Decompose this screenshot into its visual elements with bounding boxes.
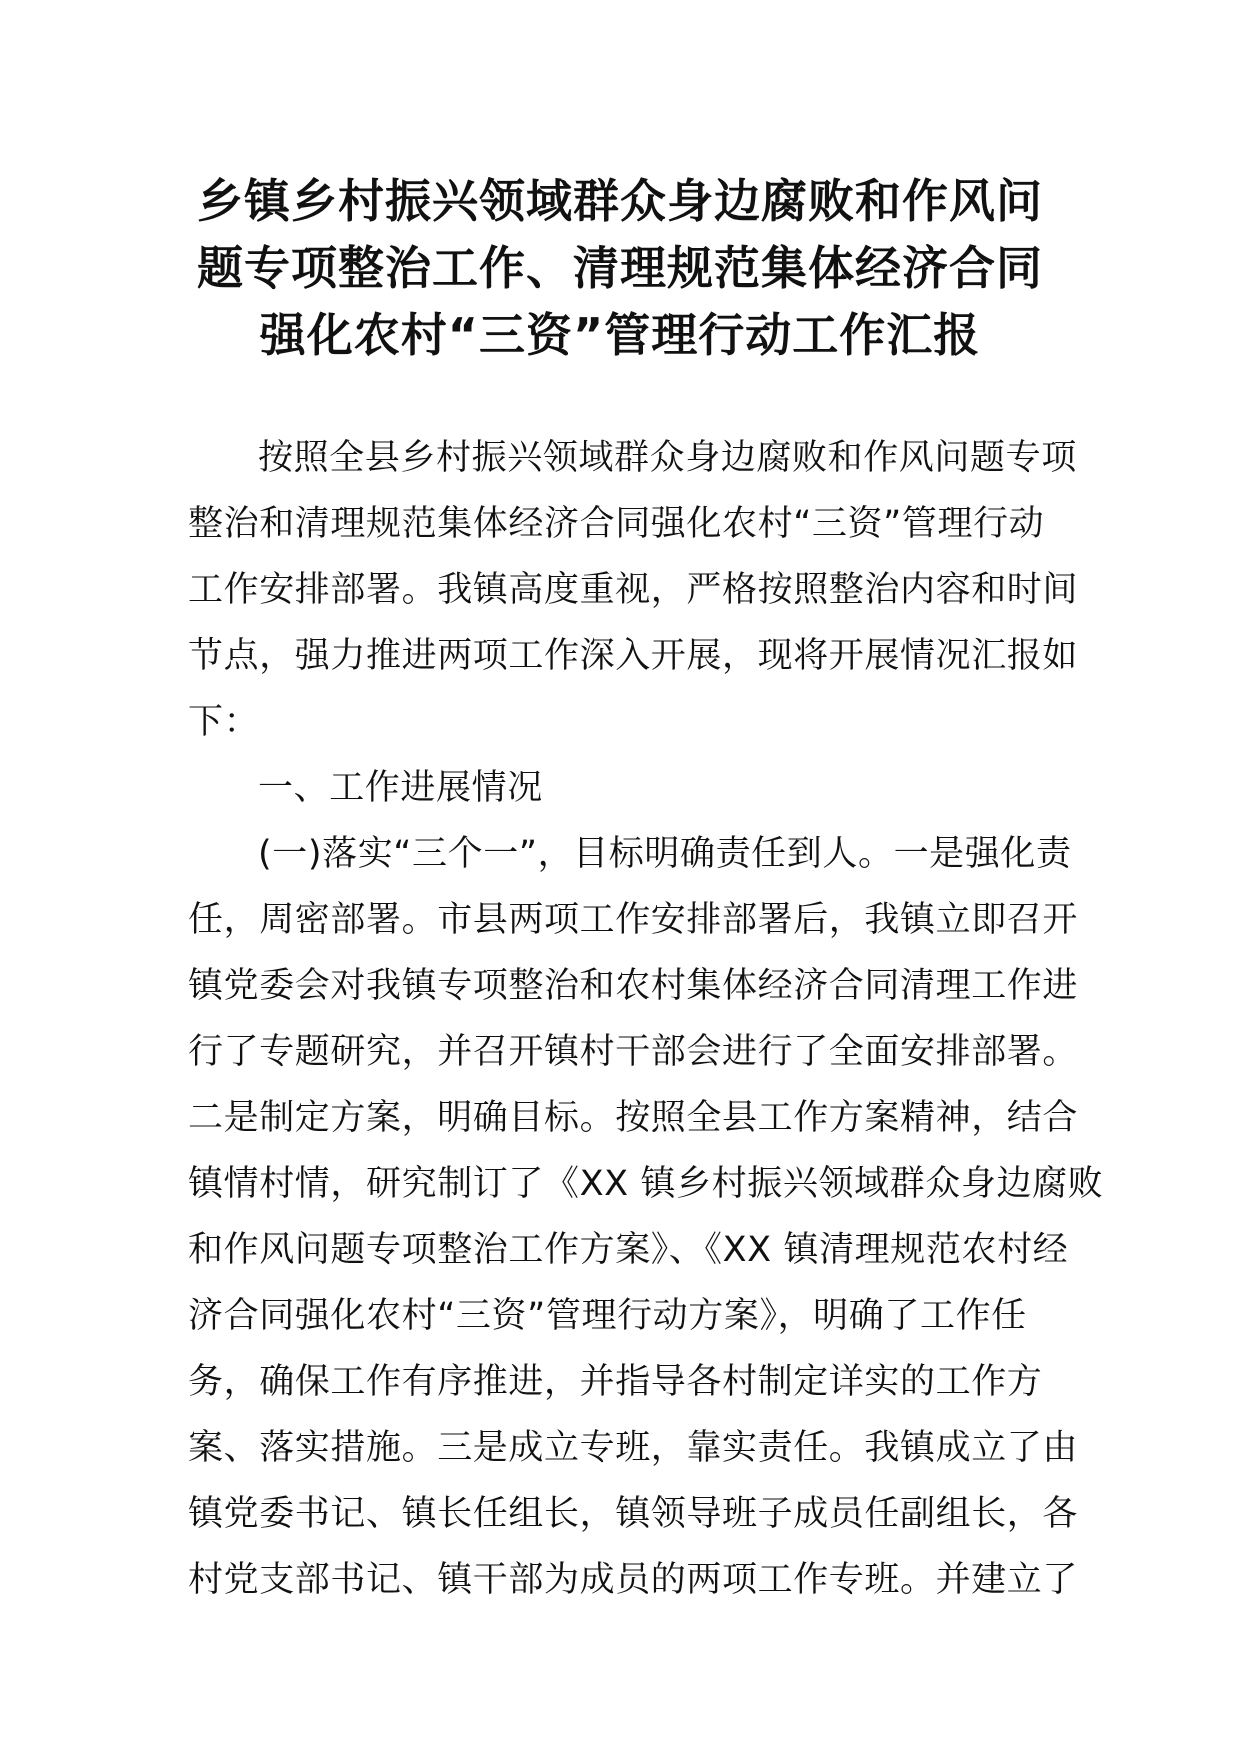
body-line-17: 镇党委书记、镇长任组长，镇领导班子成员任副组长，各 [188,1494,1079,1534]
body-line-13: 和作风问题专项整治工作方案》、《XX 镇清理规范农村经 [188,1230,1069,1270]
body-line-9: 镇党委会对我镇专项整治和农村集体经济合同清理工作进 [188,966,1079,1006]
title-line-3: 强化农村“三资”管理行动工作汇报 [259,308,981,362]
body-line-10: 行了专题研究，并召开镇村干部会进行了全面安排部署。 [188,1032,1079,1072]
title-line-1: 乡镇乡村振兴领域群众身边腐败和作风问 [197,174,1043,228]
body-line-16: 案、落实措施。三是成立专班，靠实责任。我镇成立了由 [188,1428,1079,1468]
body-line-18: 村党支部书记、镇干部为成员的两项工作专班。并建立了 [188,1560,1079,1600]
section-heading: 一、工作进展情况 [258,768,543,808]
body-line-7: (一)落实“三个一”，目标明确责任到人。一是强化责 [258,834,1072,874]
body-line-2: 整治和清理规范集体经济合同强化农村“三资”管理行动 [188,504,1045,544]
body-line-1: 按照全县乡村振兴领域群众身边腐败和作风问题专项 [258,438,1077,478]
body-line-15: 务，确保工作有序推进，并指导各村制定详实的工作方 [188,1362,1043,1402]
document-body [188,425,1104,1613]
body-line-11: 二是制定方案，明确目标。按照全县工作方案精神，结合 [188,1098,1079,1138]
title-line-2: 题专项整治工作、清理规范集体经济合同 [197,241,1043,295]
body-line-5: 下： [188,702,260,742]
body-line-4: 节点，强力推进两项工作深入开展，现将开展情况汇报如 [188,636,1079,676]
body-line-14: 济合同强化农村“三资”管理行动方案》，明确了工作任 [188,1296,1027,1336]
document-title [150,168,1090,369]
body-line-12: 镇情村情，研究制订了《XX 镇乡村振兴领域群众身边腐败 [188,1164,1104,1204]
body-line-3: 工作安排部署。我镇高度重视，严格按照整治内容和时间 [188,570,1079,610]
body-line-8: 任，周密部署。市县两项工作安排部署后，我镇立即召开 [188,900,1079,940]
